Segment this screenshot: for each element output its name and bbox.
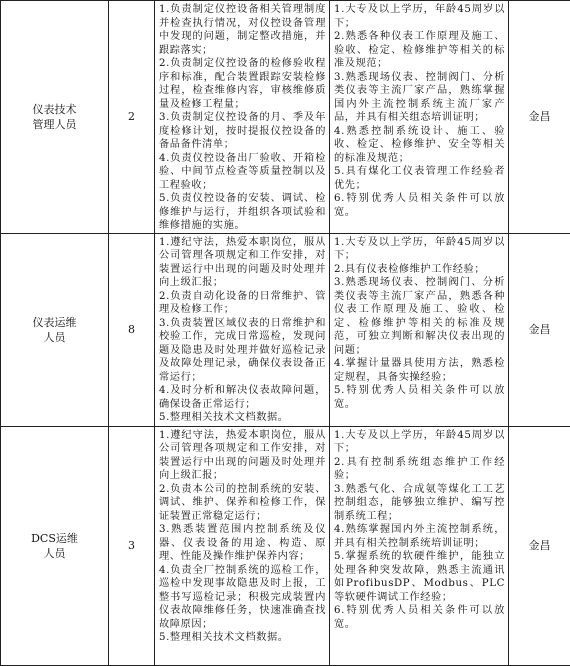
duty-item: 5.整理相关技术文档数据。 bbox=[159, 631, 326, 645]
duties-cell bbox=[155, 1, 330, 234]
position-name: 仪表技术 管理人员 bbox=[1, 1, 109, 234]
work-location: 金昌 bbox=[509, 1, 570, 234]
headcount: 2 bbox=[109, 1, 155, 234]
requirement-item: 1.大专及以上学历，年龄45周岁以下； bbox=[334, 3, 505, 30]
requirement-item: 3.熟悉气化、合成氨等煤化工工艺控制组态，能够独立维护、编写控制系统工程； bbox=[334, 483, 505, 524]
requirement-item: 3.熟悉现场仪表、控制阀门、分析类仪表等主流厂家产品，熟练掌握国内外主流控制系统主流厂家产品，并具有相关组态培训证明； bbox=[334, 71, 505, 125]
duty-item: 3.负责装置区域仪表的日常维护和校验工作，完成日常巡检，发现问题及隐患及时处理并做好巡检记录及故障处理记录，确保仪表设备正常运行； bbox=[159, 317, 326, 385]
duty-item: 4.负责全厂控制系统的巡检工作，巡检中发现事故隐患及时上报，工整书写巡检记录；积极完成装置内仪表故障维修任务，快速准确查找故障原因； bbox=[159, 564, 326, 632]
requirement-item: 2.具有控制系统组态维护工作经验； bbox=[334, 456, 505, 483]
work-location: 金昌 bbox=[509, 233, 570, 426]
requirement-item: 2.熟悉各种仪表工作原理及施工、验收、检定、检修维护等相关的标准及规范； bbox=[334, 30, 505, 71]
requirements-cell bbox=[330, 233, 509, 426]
table-row bbox=[1, 233, 570, 426]
position-name: 仪表运维 人员 bbox=[1, 233, 109, 426]
duty-item: 2.负责制定仪控设备的检修验收程序和标准，配合装置跟踪安装检修过程，检查维修内容，审核维修质量及检修工程量； bbox=[159, 57, 326, 111]
requirements-cell bbox=[330, 1, 509, 234]
duty-item: 3.熟悉装置范围内控制系统及仪器、仪表设备的用途、构造、原理、性能及操作维护保养内容； bbox=[159, 523, 326, 564]
requirements-cell bbox=[330, 426, 509, 665]
duty-item: 3.负责制定仪控设备的月、季及年度检修计划，按时提报仪控设备的备品备件清单； bbox=[159, 111, 326, 152]
duties-cell bbox=[155, 426, 330, 665]
work-location: 金昌 bbox=[509, 426, 570, 665]
duty-item: 1.负责制定仪控设备相关管理制度并检查执行情况，对仪控设备管理中发现的问题，制定整改措施，并跟踪落实； bbox=[159, 3, 326, 57]
requirement-item: 6.特别优秀人员相关条件可以放宽。 bbox=[334, 604, 505, 631]
requirement-item: 4.熟悉控制系统设计、施工、验收、检定、检修维护、安全等相关的标准及规范； bbox=[334, 125, 505, 166]
duty-item: 5.负责仪控设备的安装、调试、检修维护与运行，并组织各项试验和维修措施的实施。 bbox=[159, 192, 326, 233]
requirement-item: 1.大专及以上学历，年龄45周岁以下； bbox=[334, 236, 505, 263]
requirement-item: 4.掌握计量器具使用方法，熟悉检定规程，具备实操经验； bbox=[334, 357, 505, 384]
duties-cell bbox=[155, 233, 330, 426]
duty-item: 5.整理相关技术文档数据。 bbox=[159, 411, 326, 425]
requirement-item: 1.大专及以上学历，年龄45周岁以下； bbox=[334, 429, 505, 456]
requirement-item: 6.特别优秀人员相关条件可以放宽。 bbox=[334, 192, 505, 219]
position-name: DCS运维 人员 bbox=[1, 426, 109, 665]
table-row bbox=[1, 1, 570, 234]
duty-item: 4.负责仪控设备出厂验收、开箱检验、中间节点检查等质量控制以及工程验收； bbox=[159, 152, 326, 193]
duty-item: 1.遵纪守法，热爱本职岗位，服从公司管理各项规定和工作安排，对装置运行中出现的问题及时处理并向上级汇报； bbox=[159, 236, 326, 290]
headcount: 3 bbox=[109, 426, 155, 665]
duty-item: 4.及时分析和解决仪表故障问题，确保设备正常运行； bbox=[159, 384, 326, 411]
duty-item: 2.负责本公司的控制系统的安装、调试、维护、保养和检修工作，保证装置正常稳定运行； bbox=[159, 483, 326, 524]
requirement-item: 2.具有仪表检修维护工作经验； bbox=[334, 263, 505, 277]
requirement-item: 5.具有煤化工仪表管理工作经验者优先； bbox=[334, 165, 505, 192]
requirement-item: 3.熟悉现场仪表、控制阀门、分析类仪表等主流厂家产品，熟悉各种仪表工作原理及施工、验收、检定、检修维护等相关的标准及规范，可独立判断和解决仪表出现的问题； bbox=[334, 276, 505, 357]
duty-item: 2.负责自动化设备的日常维护、管理及检修工作； bbox=[159, 290, 326, 317]
requirement-item: 5.掌握系统的软硬件维护，能独立处理各种突发故障，熟悉主流通讯如ProfibusDP、Modbus、PLC等软硬件调试工作经验； bbox=[334, 550, 505, 604]
requirement-item: 5.特别优秀人员相关条件可以放宽。 bbox=[334, 384, 505, 411]
duty-item: 1.遵纪守法，热爱本职岗位，服从公司管理各项规定和工作安排，对装置运行中出现的问题及时处理并向上级汇报； bbox=[159, 429, 326, 483]
table-row bbox=[1, 426, 570, 665]
headcount: 8 bbox=[109, 233, 155, 426]
requirement-item: 4.熟练掌握国内外主流控制系统，并具有相关控制系统培训证明； bbox=[334, 523, 505, 550]
